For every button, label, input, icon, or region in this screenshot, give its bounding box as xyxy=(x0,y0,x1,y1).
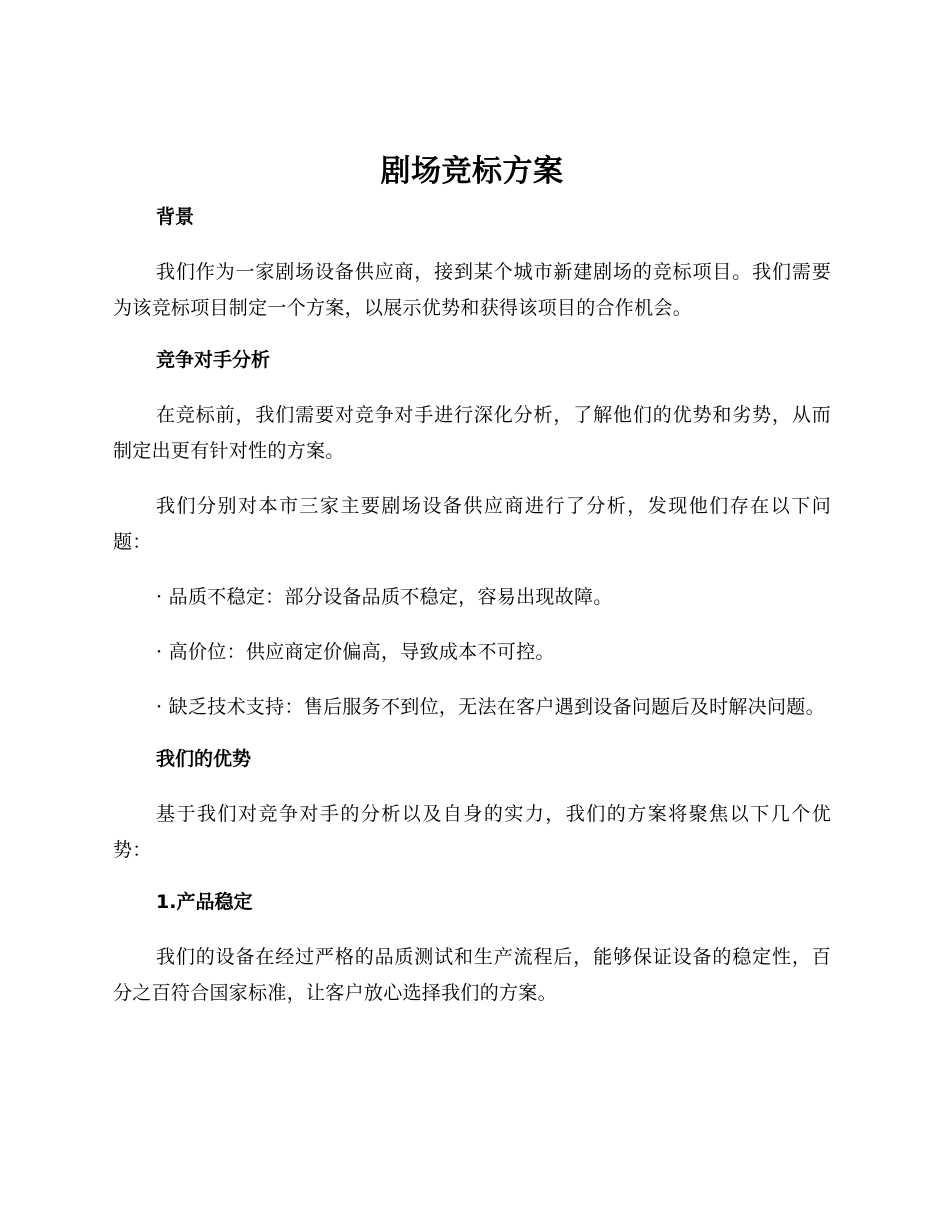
list-item-price: · 高价位：供应商定价偏高，导致成本不可控。 xyxy=(156,641,555,663)
paragraph-competitors-findings: 我们分别对本市三家主要剧场设备供应商进行了分析，发现他们存在以下问题： xyxy=(113,495,831,553)
paragraph-advantages: 基于我们对竞争对手的分析以及自身的实力，我们的方案将聚焦以下几个优势： xyxy=(113,803,831,861)
document-page xyxy=(113,150,831,1030)
list-item-support: · 缺乏技术支持：售后服务不到位，无法在客户遇到设备问题后及时解决问题。 xyxy=(156,696,825,718)
paragraph-background: 我们作为一家剧场设备供应商，接到某个城市新建剧场的竞标项目。我们需要为该竞标项目制定一个方案，以展示优势和获得该项目的合作机会。 xyxy=(113,261,831,319)
list-item-quality: · 品质不稳定：部分设备品质不稳定，容易出现故障。 xyxy=(156,586,613,608)
paragraph-competitors-intro: 在竞标前，我们需要对竞争对手进行深化分析，了解他们的优势和劣势，从而制定出更有针对性的方案。 xyxy=(113,404,831,462)
section-heading-competitors: 竞争对手分析 xyxy=(156,349,271,371)
document-title: 剧场竞标方案 xyxy=(380,154,564,189)
paragraph-product-stability: 我们的设备在经过严格的品质测试和生产流程后，能够保证设备的稳定性，百分之百符合国家标准，让客户放心选择我们的方案。 xyxy=(113,946,831,1004)
section-heading-background: 背景 xyxy=(156,206,195,228)
section-heading-product-stability: 1.产品稳定 xyxy=(156,891,253,913)
section-heading-advantages: 我们的优势 xyxy=(156,748,252,770)
